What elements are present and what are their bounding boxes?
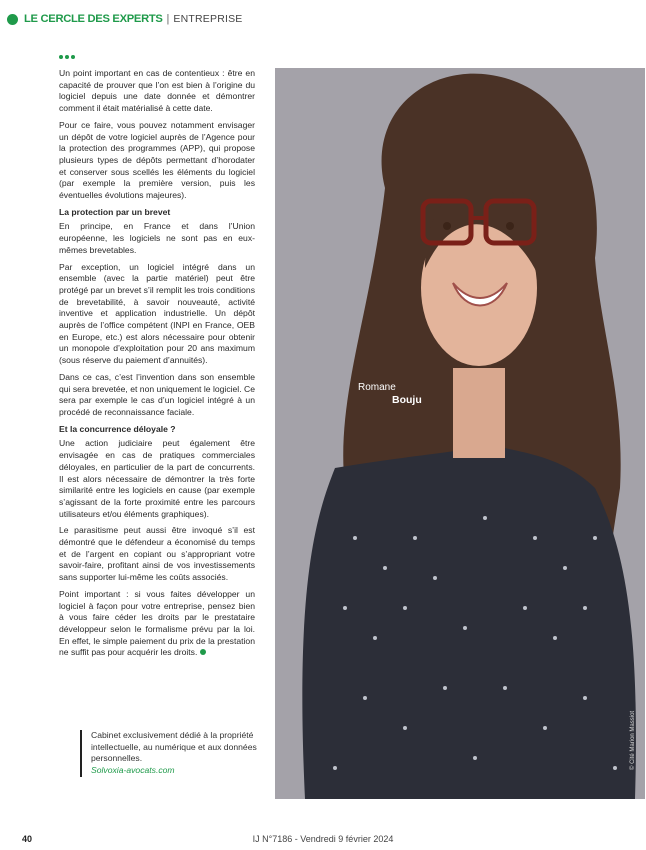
author-signature <box>80 730 261 777</box>
page-header <box>7 11 243 27</box>
author-name-caption <box>358 382 422 406</box>
issue-footer: IJ N°7186 - Vendredi 9 février 2024 <box>252 834 394 844</box>
page-number: 40 <box>22 834 33 844</box>
subheading: La protection par un brevet <box>59 206 171 217</box>
paragraph: En principe, en France et dans l’Union européenne, les logiciels ne sont pas en eux-mêmes brevetables. <box>59 221 255 255</box>
paragraph: Une action judiciaire peut également être envisagée en cas de pratiques commerciales déloyales, en particulier de la part de concurrents. Il est alors nécessaire de démontrer la très forte similarité entre les logiciels en cause (par exemple s’agissant de la forte proximité entre les parcours utilisateurs et/ou éléments graphiques). <box>59 438 255 519</box>
end-mark-icon <box>200 649 206 655</box>
paragraph-last <box>59 589 255 659</box>
article-body <box>59 68 255 664</box>
author-last-name: Bouju <box>392 394 422 406</box>
author-photo <box>275 68 645 799</box>
firm-website-link[interactable]: Solvoxia-avocats.com <box>91 765 175 776</box>
header-section-label: ENTREPRISE <box>173 13 243 25</box>
three-dots-icon <box>59 55 75 59</box>
paragraph: Par exception, un logiciel intégré dans un ensemble (avec la partie matériel) peut être protégé par un brevet s’il remplit les trois conditions de brevetabilité, à savoir nouveauté, activité inventive et application industrielle. Un dépôt auprès de l’office compétent (INPI en France, OEB en Europe, etc.) est alors nécessaire pour obtenir un monopole d’exploitation pour 20 ans maximum (sous réserve du paiement d’annuités). <box>59 261 255 366</box>
firm-description: Cabinet exclusivement dédié à la propriété intellectuelle, au numérique et aux données personnelles. <box>91 730 257 764</box>
header-separator: | <box>166 13 170 25</box>
paragraph-text: Point important : si vous faites développer un logiciel à façon pour votre entreprise, pensez bien à vous faire céder les droits par le prestataire développeur selon le formalisme prévu par la loi. En effet, le simple paiement du prix de la prestation ne suffit pas pour acquérir les droits. <box>59 588 255 658</box>
subheading: Et la concurrence déloyale ? <box>59 423 176 434</box>
paragraph: Le parasitisme peut aussi être invoqué s’il est démontré que le défendeur a économisé du temps et de l’argent en copiant ou s’appropriant votre savoir-faire, profitant ainsi de vos investissements sans supporter lui-même les coûts associés. <box>59 525 255 583</box>
author-first-name: Romane <box>358 382 396 393</box>
magazine-section-brand: LE CERCLE DES EXPERTS <box>24 13 163 25</box>
paragraph: Dans ce cas, c’est l’invention dans son ensemble qui sera brevetée, et non uniquement le logiciel. Ce sera par exemple le cas d’un logiciel intégré à un procédé de reconnaissance faciale. <box>59 371 255 417</box>
green-dot-icon <box>7 14 18 25</box>
paragraph: Pour ce faire, vous pouvez notamment envisager un dépôt de votre logiciel auprès de l’Agence pour la protection des programmes (APP), qui propose plusieurs types de dépôts permettant d’horodater et conserver sous scellés les éléments du logiciel (par exemple la première version, puis les éventuelles évolutions majeures). <box>59 119 255 201</box>
paragraph: Un point important en cas de contentieux : être en capacité de prouver que l’on est bien à l’origine du logiciel depuis une date donnée et démontrer comment il était matérialisé à cette date. <box>59 68 255 114</box>
photo-credit: © Cité Marion Massiot <box>630 710 636 770</box>
